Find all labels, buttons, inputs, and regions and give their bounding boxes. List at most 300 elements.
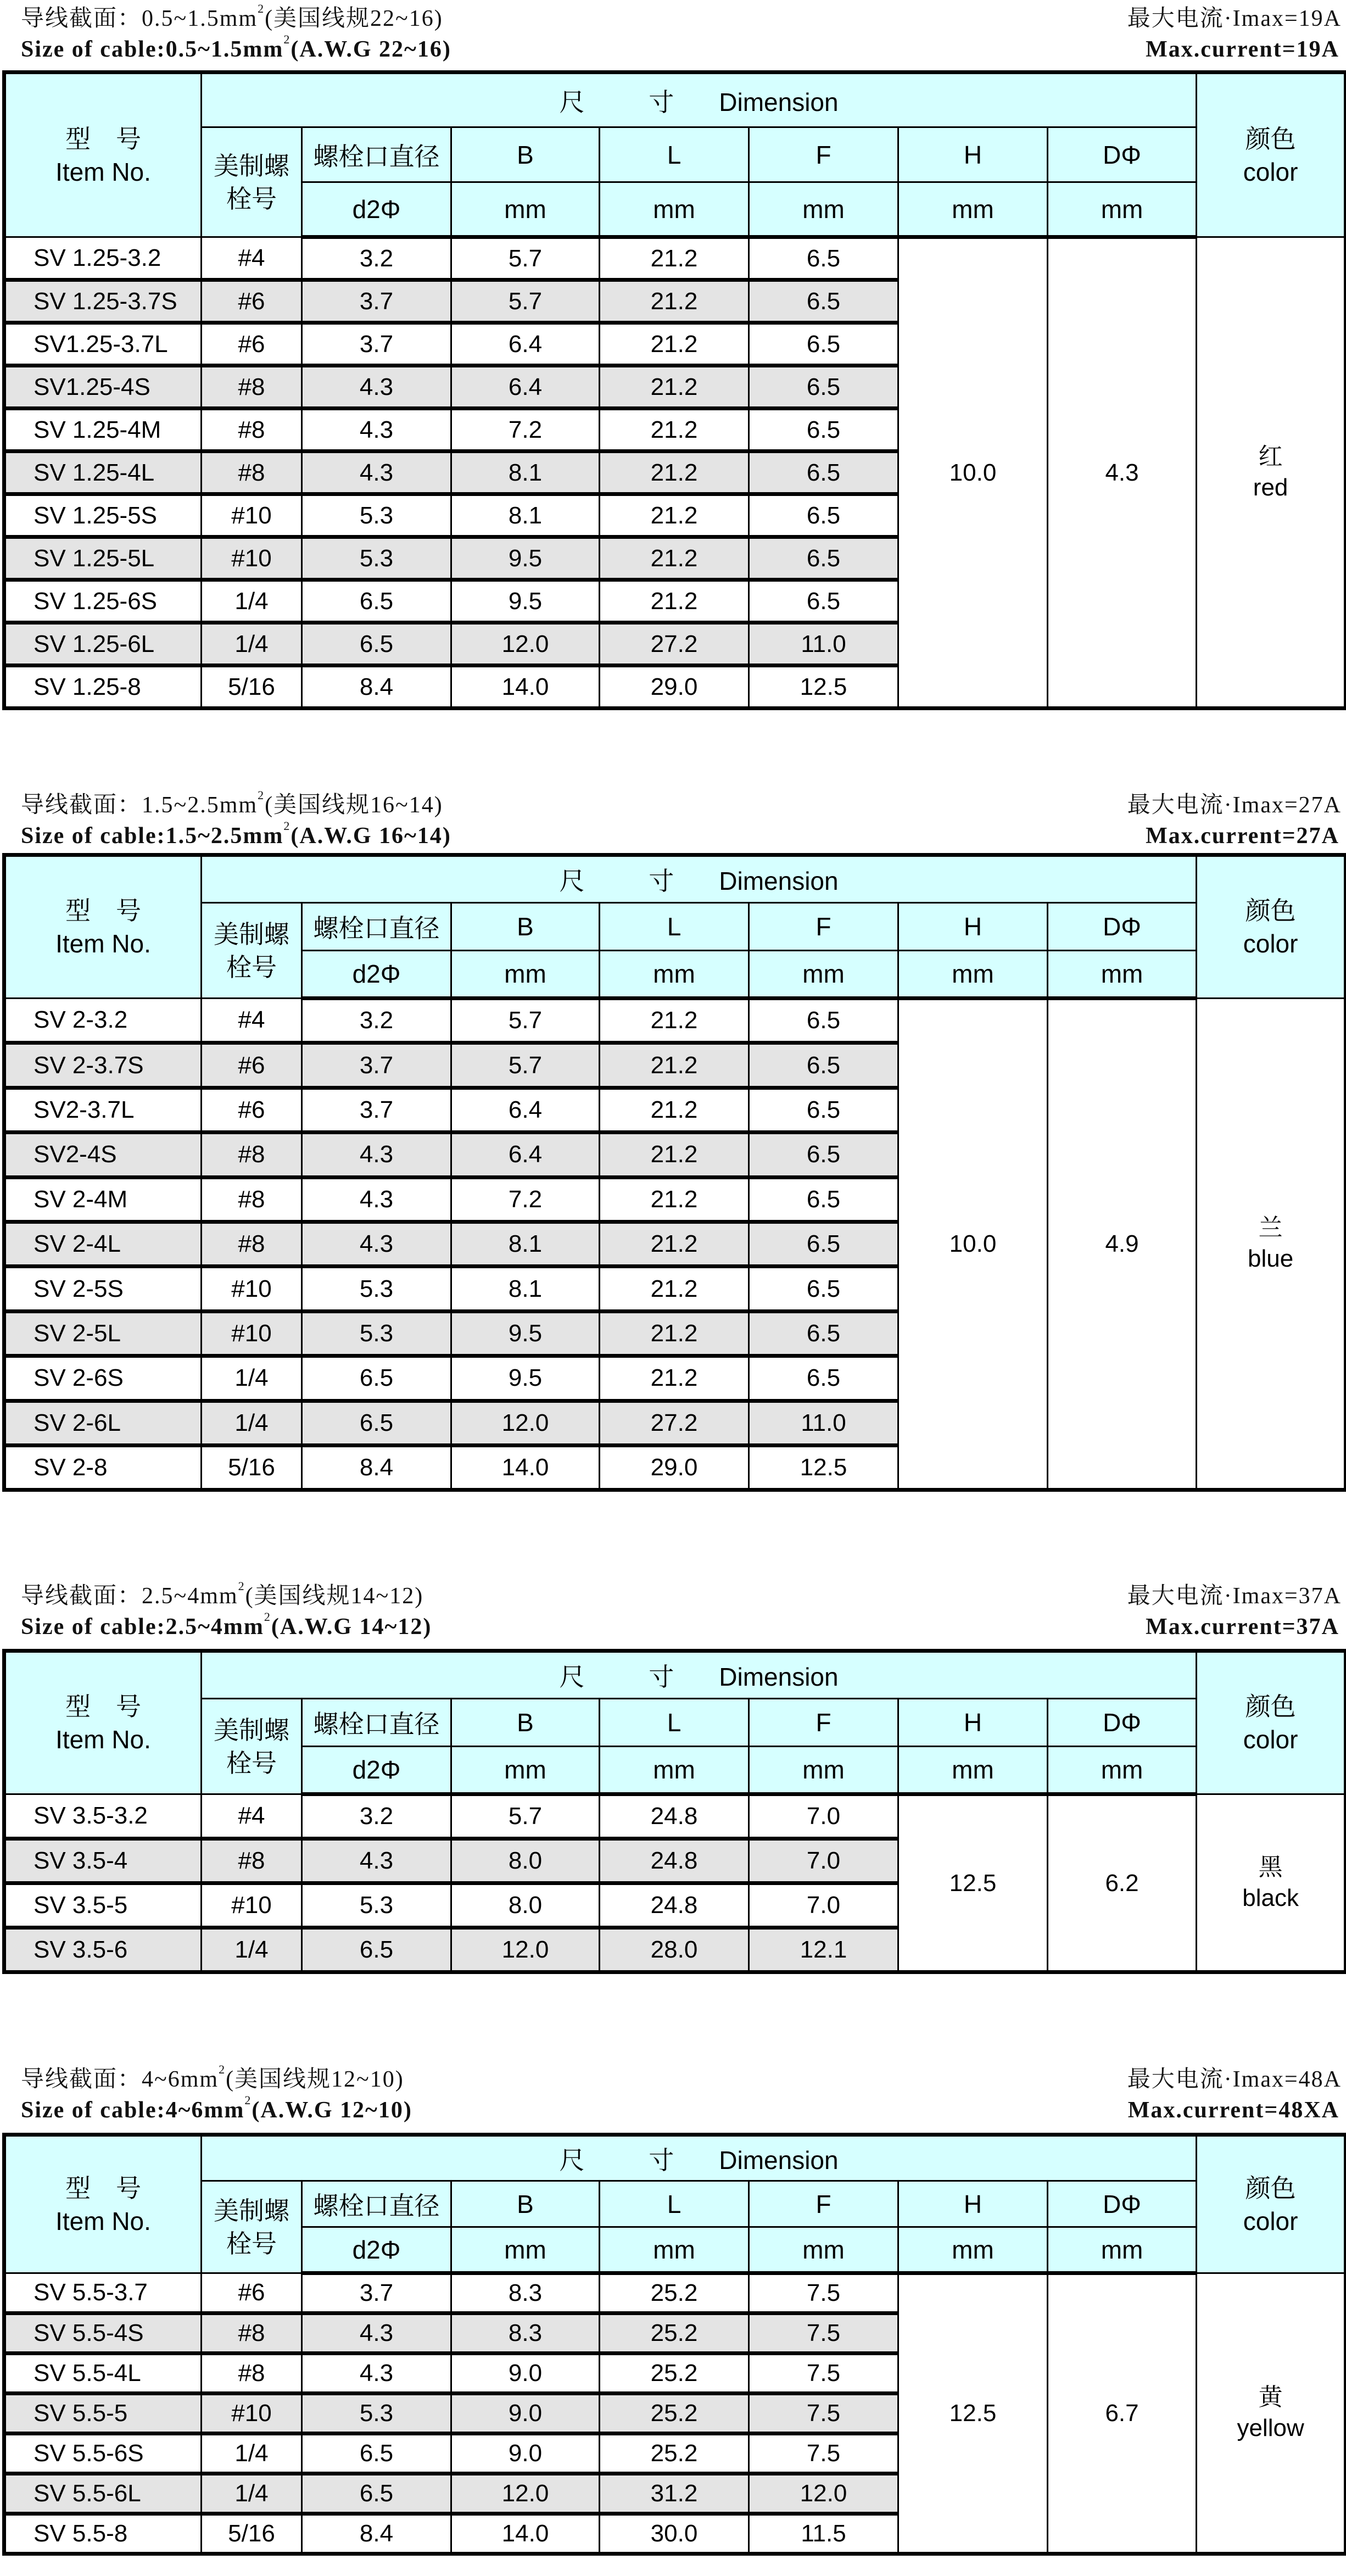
cell-f: 6.5 xyxy=(749,366,898,409)
max-current-cn: 最大电流·Imax=37A xyxy=(1127,1583,1342,1609)
cell-us-bolt: #8 xyxy=(202,1133,302,1177)
header-us-bolt-2: 栓号 xyxy=(226,2229,277,2258)
cable-size-cn-text: 导线截面：0.5~1.5mm xyxy=(21,6,258,31)
max-current-en: Max.current=48XA xyxy=(1127,2098,1339,2123)
header-l: L xyxy=(600,2181,749,2227)
cell-b: 9.5 xyxy=(451,580,600,623)
header-color xyxy=(1197,73,1346,237)
cell-item-no: SV 2-6S xyxy=(4,1356,202,1401)
cell-item-no: SV 1.25-6L xyxy=(4,623,202,666)
cell-b: 14.0 xyxy=(451,666,600,709)
header-d: DΦ xyxy=(1048,127,1197,182)
cell-item-no: SV 1.25-6S xyxy=(4,580,202,623)
header-l: L xyxy=(600,903,749,951)
unit-f: mm xyxy=(749,951,898,999)
header-d: DΦ xyxy=(1048,903,1197,951)
cell-us-bolt: #4 xyxy=(202,999,302,1043)
cell-l: 21.2 xyxy=(600,1222,749,1266)
cell-item-no: SV 5.5-4S xyxy=(4,2313,202,2354)
awg-en-text: (A.W.G 12~10) xyxy=(252,2098,412,2123)
header-us-bolt-1: 美制螺 xyxy=(214,1715,289,1744)
unit-b: mm xyxy=(451,182,600,237)
awg-en-text: (A.W.G 14~12) xyxy=(271,1614,432,1640)
unit-b: mm xyxy=(451,951,600,999)
cell-d2: 5.3 xyxy=(302,494,451,537)
header-item-en: Item No. xyxy=(55,929,151,958)
cable-size-cn-text: 导线截面：2.5~4mm xyxy=(21,1583,238,1609)
cell-l: 21.2 xyxy=(600,1267,749,1311)
header-us-bolt-2: 栓号 xyxy=(226,1748,277,1777)
cable-size-en-text: Size of cable:1.5~2.5mm xyxy=(21,823,284,849)
header-us-bolt-1: 美制螺 xyxy=(214,151,289,180)
cell-d2: 3.7 xyxy=(302,1043,451,1088)
cell-l: 21.2 xyxy=(600,1311,749,1356)
cell-d2: 6.5 xyxy=(302,623,451,666)
header-bolt-diameter: 螺栓口直径 xyxy=(302,127,451,182)
cell-b: 9.0 xyxy=(451,2434,600,2474)
cell-item-no: SV 2-5S xyxy=(4,1267,202,1311)
header-f: F xyxy=(749,1699,898,1747)
cell-item-no: SV 2-5L xyxy=(4,1311,202,1356)
header-us-bolt xyxy=(202,127,302,237)
header-row xyxy=(4,127,1346,182)
header-dimension-cn: 尺 寸 xyxy=(559,87,703,116)
awg-cn-text: (美国线规22~16) xyxy=(265,6,443,31)
cell-b: 8.1 xyxy=(451,1267,600,1311)
header-dimension xyxy=(202,73,1197,127)
cell-f: 11.5 xyxy=(749,2514,898,2554)
cell-h: 10.0 xyxy=(898,999,1048,1490)
header-dimension-cn: 尺 寸 xyxy=(559,1663,703,1691)
header-b: B xyxy=(451,2181,600,2227)
cable-size-en-text: Size of cable:2.5~4mm xyxy=(21,1614,264,1640)
cell-b: 8.3 xyxy=(451,2273,600,2313)
cell-d2: 5.3 xyxy=(302,1311,451,1356)
header-color-cn: 颜色 xyxy=(1245,2173,1296,2203)
cell-d2: 4.3 xyxy=(302,2354,451,2394)
cell-d2: 3.7 xyxy=(302,2273,451,2313)
cell-d: 6.7 xyxy=(1048,2273,1197,2554)
unit-b: mm xyxy=(451,2227,600,2273)
cell-f: 6.5 xyxy=(749,451,898,494)
cell-d2: 4.3 xyxy=(302,2313,451,2354)
cell-d2: 6.5 xyxy=(302,580,451,623)
superscript: 2 xyxy=(258,2,265,15)
cell-b: 14.0 xyxy=(451,1445,600,1490)
cell-f: 12.5 xyxy=(749,1445,898,1490)
cell-f: 6.5 xyxy=(749,1356,898,1401)
cell-item-no: SV 1.25-5S xyxy=(4,494,202,537)
section-title xyxy=(0,2064,1346,2126)
header-us-bolt xyxy=(202,903,302,999)
cell-f: 6.5 xyxy=(749,323,898,366)
cell-us-bolt: 1/4 xyxy=(202,2474,302,2514)
cell-us-bolt: #6 xyxy=(202,280,302,323)
unit-h: mm xyxy=(898,1747,1048,1794)
section-title xyxy=(0,1581,1346,1642)
awg-cn-text: (美国线规16~14) xyxy=(265,793,443,818)
unit-l: mm xyxy=(600,2227,749,2273)
color-en: yellow xyxy=(1237,2415,1304,2441)
cell-b: 6.4 xyxy=(451,323,600,366)
cell-us-bolt: 1/4 xyxy=(202,580,302,623)
color-cn: 黑 xyxy=(1258,1853,1283,1881)
cell-b: 9.0 xyxy=(451,2354,600,2394)
cell-l: 21.2 xyxy=(600,1356,749,1401)
color-en: black xyxy=(1242,1884,1299,1911)
cell-f: 6.5 xyxy=(749,1311,898,1356)
cell-l: 21.2 xyxy=(600,1088,749,1132)
cell-f: 6.5 xyxy=(749,237,898,280)
header-item-en: Item No. xyxy=(55,1725,151,1754)
cable-size-cn-text: 导线截面：4~6mm xyxy=(21,2067,219,2092)
cell-l: 25.2 xyxy=(600,2313,749,2354)
cell-b: 8.1 xyxy=(451,1222,600,1266)
header-l: L xyxy=(600,1699,749,1747)
header-d: DΦ xyxy=(1048,2181,1197,2227)
header-color-en: color xyxy=(1243,2206,1298,2235)
cell-f: 6.5 xyxy=(749,494,898,537)
cell-us-bolt: #8 xyxy=(202,1839,302,1883)
cell-item-no: SV 2-4L xyxy=(4,1222,202,1266)
cell-b: 9.0 xyxy=(451,2394,600,2434)
cell-d2: 8.4 xyxy=(302,666,451,709)
cell-us-bolt: 1/4 xyxy=(202,1356,302,1401)
cell-b: 6.4 xyxy=(451,1133,600,1177)
header-item-no xyxy=(4,1651,202,1794)
unit-d: mm xyxy=(1048,1747,1197,1794)
cell-l: 21.2 xyxy=(600,280,749,323)
cell-d2: 4.3 xyxy=(302,366,451,409)
header-color xyxy=(1197,2135,1346,2273)
cell-h: 12.5 xyxy=(898,2273,1048,2554)
cell-item-no: SV1.25-4S xyxy=(4,366,202,409)
cell-us-bolt: 5/16 xyxy=(202,1445,302,1490)
cell-d2: 4.3 xyxy=(302,1133,451,1177)
cell-d2: 4.3 xyxy=(302,409,451,451)
cell-us-bolt: #8 xyxy=(202,409,302,451)
cell-b: 9.5 xyxy=(451,537,600,580)
superscript: 2 xyxy=(219,2062,226,2076)
max-current-cn: 最大电流·Imax=27A xyxy=(1127,793,1342,818)
unit-d2: d2Φ xyxy=(302,951,451,999)
cell-b: 8.0 xyxy=(451,1839,600,1883)
cell-f: 6.5 xyxy=(749,1177,898,1222)
header-dimension-en: Dimension xyxy=(719,2145,839,2174)
header-row xyxy=(4,903,1346,951)
cell-d2: 3.7 xyxy=(302,280,451,323)
header-us-bolt-1: 美制螺 xyxy=(214,2196,289,2225)
cell-item-no: SV 2-4M xyxy=(4,1177,202,1222)
unit-d: mm xyxy=(1048,2227,1197,2273)
cell-us-bolt: #10 xyxy=(202,537,302,580)
cell-b: 8.1 xyxy=(451,494,600,537)
cell-b: 6.4 xyxy=(451,1088,600,1132)
header-f: F xyxy=(749,127,898,182)
header-color-cn: 颜色 xyxy=(1245,1692,1296,1721)
cell-f: 6.5 xyxy=(749,999,898,1043)
cell-us-bolt: #10 xyxy=(202,1267,302,1311)
section-title xyxy=(0,790,1346,851)
cell-f: 7.5 xyxy=(749,2434,898,2474)
cell-d2: 5.3 xyxy=(302,1883,451,1928)
cell-b: 8.0 xyxy=(451,1883,600,1928)
header-dimension-cn: 尺 寸 xyxy=(559,2145,703,2174)
superscript: 2 xyxy=(264,1610,271,1624)
cell-b: 6.4 xyxy=(451,366,600,409)
header-row xyxy=(4,1651,1346,1699)
cell-h: 12.5 xyxy=(898,1794,1048,1972)
color-cn: 兰 xyxy=(1258,1214,1283,1242)
header-color-en: color xyxy=(1243,1725,1298,1754)
color-en: red xyxy=(1253,473,1288,501)
unit-b: mm xyxy=(451,1747,600,1794)
section-title xyxy=(0,3,1346,65)
header-dimension xyxy=(202,2135,1197,2181)
cable-size-en xyxy=(21,2095,412,2126)
header-item-cn: 型 号 xyxy=(65,896,141,925)
cell-us-bolt: #4 xyxy=(202,1794,302,1839)
header-us-bolt-2: 栓号 xyxy=(226,184,277,213)
unit-l: mm xyxy=(600,1747,749,1794)
cell-d: 6.2 xyxy=(1048,1794,1197,1972)
header-f: F xyxy=(749,903,898,951)
cell-us-bolt: 5/16 xyxy=(202,2514,302,2554)
cable-size-en xyxy=(21,821,451,851)
max-current-cn: 最大电流·Imax=48A xyxy=(1127,2067,1342,2092)
cell-item-no: SV 1.25-8 xyxy=(4,666,202,709)
header-dimension xyxy=(202,1651,1197,1699)
cell-l: 21.2 xyxy=(600,366,749,409)
spec-table xyxy=(2,1649,1346,1974)
cell-b: 8.3 xyxy=(451,2313,600,2354)
header-row xyxy=(4,1699,1346,1747)
cell-item-no: SV 5.5-3.7 xyxy=(4,2273,202,2313)
cell-b: 5.7 xyxy=(451,999,600,1043)
cell-color xyxy=(1197,237,1346,709)
cell-l: 25.2 xyxy=(600,2354,749,2394)
header-dimension-en: Dimension xyxy=(719,867,839,895)
cell-d2: 6.5 xyxy=(302,1401,451,1445)
unit-d2: d2Φ xyxy=(302,1747,451,1794)
cell-l: 28.0 xyxy=(600,1928,749,1972)
header-color-en: color xyxy=(1243,929,1298,958)
spec-table xyxy=(2,2133,1346,2556)
cell-item-no: SV 5.5-5 xyxy=(4,2394,202,2434)
cell-l: 24.8 xyxy=(600,1794,749,1839)
cell-us-bolt: 5/16 xyxy=(202,666,302,709)
header-item-cn: 型 号 xyxy=(65,2173,141,2203)
cell-b: 5.7 xyxy=(451,1043,600,1088)
cell-f: 7.5 xyxy=(749,2313,898,2354)
awg-cn-text: (美国线规14~12) xyxy=(245,1583,424,1609)
cable-size-cn xyxy=(21,1581,423,1612)
cell-item-no: SV 1.25-3.7S xyxy=(4,280,202,323)
cell-us-bolt: #6 xyxy=(202,323,302,366)
header-item-no xyxy=(4,2135,202,2273)
cell-b: 9.5 xyxy=(451,1311,600,1356)
cell-b: 7.2 xyxy=(451,1177,600,1222)
cell-d2: 3.2 xyxy=(302,999,451,1043)
cable-size-cn xyxy=(21,2064,404,2095)
cell-us-bolt: 1/4 xyxy=(202,1928,302,1972)
unit-d2: d2Φ xyxy=(302,182,451,237)
cell-b: 5.7 xyxy=(451,1794,600,1839)
header-us-bolt-1: 美制螺 xyxy=(214,919,289,949)
cell-f: 6.5 xyxy=(749,1222,898,1266)
cell-us-bolt: #6 xyxy=(202,1088,302,1132)
cell-item-no: SV 5.5-4L xyxy=(4,2354,202,2394)
cell-item-no: SV 3.5-5 xyxy=(4,1883,202,1928)
cell-us-bolt: #10 xyxy=(202,2394,302,2434)
cell-item-no: SV 2-6L xyxy=(4,1401,202,1445)
cell-f: 12.5 xyxy=(749,666,898,709)
cell-us-bolt: #10 xyxy=(202,1883,302,1928)
cell-item-no: SV2-3.7L xyxy=(4,1088,202,1132)
unit-f: mm xyxy=(749,2227,898,2273)
cell-d2: 4.3 xyxy=(302,1177,451,1222)
cell-l: 24.8 xyxy=(600,1839,749,1883)
unit-l: mm xyxy=(600,182,749,237)
cell-d2: 4.3 xyxy=(302,451,451,494)
cell-item-no: SV 5.5-6S xyxy=(4,2434,202,2474)
max-current-en: Max.current=37A xyxy=(1146,1614,1339,1640)
header-row xyxy=(4,2181,1346,2227)
unit-d2: d2Φ xyxy=(302,2227,451,2273)
cell-item-no: SV 5.5-8 xyxy=(4,2514,202,2554)
cell-l: 31.2 xyxy=(600,2474,749,2514)
cell-item-no: SV 1.25-5L xyxy=(4,537,202,580)
header-h: H xyxy=(898,1699,1048,1747)
cell-l: 21.2 xyxy=(600,323,749,366)
cell-l: 21.2 xyxy=(600,1133,749,1177)
cell-us-bolt: #6 xyxy=(202,2273,302,2313)
header-bolt-diameter: 螺栓口直径 xyxy=(302,1699,451,1747)
header-b: B xyxy=(451,1699,600,1747)
header-us-bolt xyxy=(202,1699,302,1794)
header-us-bolt xyxy=(202,2181,302,2273)
header-row xyxy=(4,2135,1346,2181)
cell-item-no: SV 1.25-4L xyxy=(4,451,202,494)
header-item-cn: 型 号 xyxy=(65,124,141,153)
cell-f: 7.5 xyxy=(749,2394,898,2434)
header-color-cn: 颜色 xyxy=(1245,896,1296,925)
cell-item-no: SV 3.5-4 xyxy=(4,1839,202,1883)
cell-f: 7.0 xyxy=(749,1839,898,1883)
cell-f: 6.5 xyxy=(749,280,898,323)
cell-f: 6.5 xyxy=(749,580,898,623)
unit-d: mm xyxy=(1048,951,1197,999)
awg-cn-text: (美国线规12~10) xyxy=(226,2067,404,2092)
max-current-en: Max.current=27A xyxy=(1146,823,1339,849)
cell-us-bolt: 1/4 xyxy=(202,2434,302,2474)
cell-d2: 6.5 xyxy=(302,1356,451,1401)
table-row xyxy=(4,2273,1346,2313)
cell-us-bolt: 1/4 xyxy=(202,1401,302,1445)
cell-f: 6.5 xyxy=(749,1043,898,1088)
header-h: H xyxy=(898,903,1048,951)
cell-d2: 6.5 xyxy=(302,2434,451,2474)
cell-us-bolt: #8 xyxy=(202,1222,302,1266)
cell-f: 7.5 xyxy=(749,2354,898,2394)
cell-item-no: SV 2-8 xyxy=(4,1445,202,1490)
cell-f: 6.5 xyxy=(749,1088,898,1132)
cell-f: 12.0 xyxy=(749,2474,898,2514)
cell-l: 25.2 xyxy=(600,2273,749,2313)
cell-color xyxy=(1197,999,1346,1490)
cell-d2: 3.7 xyxy=(302,1088,451,1132)
cell-b: 14.0 xyxy=(451,2514,600,2554)
superscript: 2 xyxy=(258,788,265,802)
cell-d2: 8.4 xyxy=(302,2514,451,2554)
cell-f: 12.1 xyxy=(749,1928,898,1972)
header-dimension-en: Dimension xyxy=(719,1663,839,1691)
cell-item-no: SV2-4S xyxy=(4,1133,202,1177)
header-bolt-diameter: 螺栓口直径 xyxy=(302,2181,451,2227)
cell-f: 11.0 xyxy=(749,1401,898,1445)
superscript: 2 xyxy=(283,32,291,46)
cell-f: 7.0 xyxy=(749,1883,898,1928)
superscript: 2 xyxy=(238,1579,245,1593)
awg-en-text: (A.W.G 22~16) xyxy=(291,37,451,62)
cell-item-no: SV 1.25-3.2 xyxy=(4,237,202,280)
cell-us-bolt: #10 xyxy=(202,494,302,537)
unit-h: mm xyxy=(898,951,1048,999)
header-dimension-en: Dimension xyxy=(719,87,839,116)
cell-us-bolt: #4 xyxy=(202,237,302,280)
cell-b: 5.7 xyxy=(451,237,600,280)
unit-h: mm xyxy=(898,2227,1048,2273)
cell-d2: 6.5 xyxy=(302,1928,451,1972)
cell-l: 21.2 xyxy=(600,580,749,623)
cell-f: 6.5 xyxy=(749,1133,898,1177)
awg-en-text: (A.W.G 16~14) xyxy=(291,823,451,849)
cell-item-no: SV 2-3.7S xyxy=(4,1043,202,1088)
unit-h: mm xyxy=(898,182,1048,237)
cell-b: 7.2 xyxy=(451,409,600,451)
cell-f: 6.5 xyxy=(749,537,898,580)
color-en: blue xyxy=(1248,1245,1294,1273)
table-row xyxy=(4,1794,1346,1839)
unit-d: mm xyxy=(1048,182,1197,237)
cell-item-no: SV 2-3.2 xyxy=(4,999,202,1043)
cell-us-bolt: #8 xyxy=(202,366,302,409)
cell-l: 21.2 xyxy=(600,237,749,280)
header-item-cn: 型 号 xyxy=(65,1692,141,1721)
cell-l: 27.2 xyxy=(600,623,749,666)
cell-us-bolt: 1/4 xyxy=(202,623,302,666)
cell-f: 6.5 xyxy=(749,1267,898,1311)
cable-size-cn xyxy=(21,790,443,821)
cell-l: 21.2 xyxy=(600,999,749,1043)
cable-size-cn-text: 导线截面：1.5~2.5mm xyxy=(21,793,258,818)
cell-d2: 3.7 xyxy=(302,323,451,366)
cell-l: 24.8 xyxy=(600,1883,749,1928)
header-color xyxy=(1197,1651,1346,1794)
cell-d2: 5.3 xyxy=(302,537,451,580)
cell-d: 4.9 xyxy=(1048,999,1197,1490)
cell-l: 21.2 xyxy=(600,409,749,451)
cell-l: 25.2 xyxy=(600,2434,749,2474)
cell-d2: 3.2 xyxy=(302,237,451,280)
cell-d2: 3.2 xyxy=(302,1794,451,1839)
header-item-en: Item No. xyxy=(55,2206,151,2235)
cell-l: 27.2 xyxy=(600,1401,749,1445)
cell-l: 21.2 xyxy=(600,1177,749,1222)
cell-l: 21.2 xyxy=(600,451,749,494)
cell-b: 9.5 xyxy=(451,1356,600,1401)
cell-l: 30.0 xyxy=(600,2514,749,2554)
